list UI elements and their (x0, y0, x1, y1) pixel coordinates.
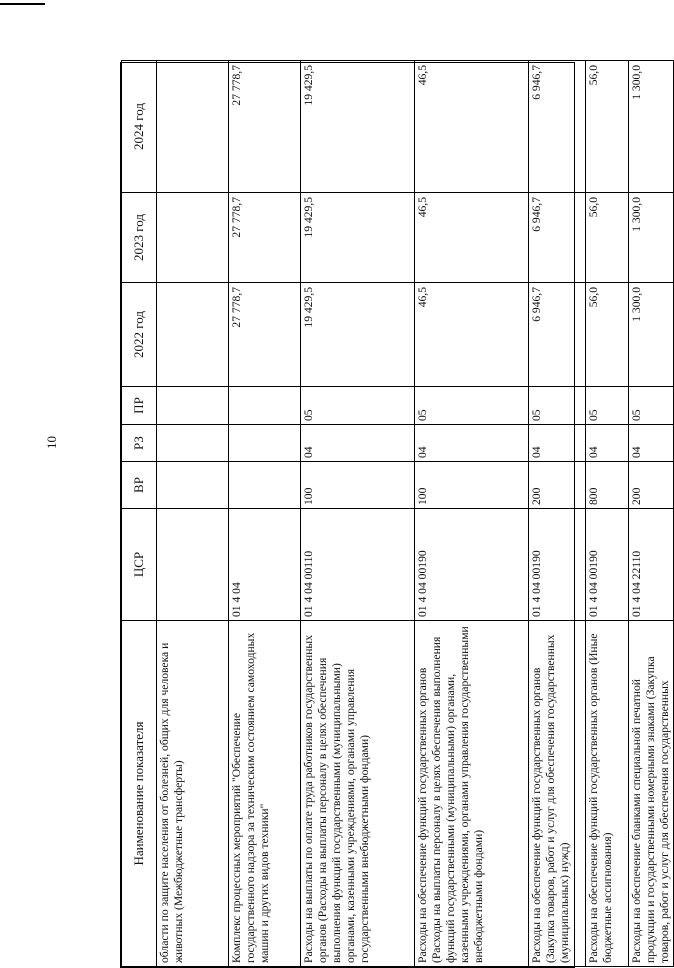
cell-2024: 1 300,0 (629, 61, 674, 193)
cell-rz: 04 (586, 425, 629, 462)
cell-name: Комплекс процессных мероприятий "Обеспечение государственного надзора за техническим состоянием самоходных машин и других видов техники" (229, 621, 301, 967)
cell-rz (157, 425, 229, 462)
page-number: 10 (44, 436, 59, 449)
cell-2024: 27 778,7 (229, 61, 301, 193)
cell-vr: 100 (301, 462, 415, 509)
cell-2022: 46,5 (415, 283, 529, 387)
header-pr: ПР (122, 387, 157, 425)
cell-2023: 19 429,5 (301, 193, 415, 283)
cell-csr: 01 4 04 00190 (415, 509, 529, 621)
cell-pr: 05 (301, 387, 415, 425)
cell-2023: 56,0 (586, 193, 629, 283)
cell-vr: 100 (415, 462, 529, 509)
cell-2023: 46,5 (415, 193, 529, 283)
header-2024: 2024 год (122, 61, 157, 193)
cell-2024: 19 429,5 (301, 61, 415, 193)
cell-2023: 1 300,0 (629, 193, 674, 283)
cell-rz (229, 425, 301, 462)
cell-pr: 05 (529, 387, 586, 425)
cell-pr: 05 (586, 387, 629, 425)
cell-vr: 200 (629, 462, 674, 509)
corner-line (0, 3, 45, 5)
header-vr: ВР (122, 462, 157, 509)
cell-rz: 04 (529, 425, 586, 462)
table-row (586, 61, 629, 967)
cell-name: Расходы на обеспечение функций государственных органов (Расходы на выплаты персоналу в целях обеспечения выполнения функций государственными (муниципальными) органами, казенными учреждениями, органами управления государственными внебюджетными фондами) (415, 621, 529, 967)
cell-2022: 1 300,0 (629, 283, 674, 387)
cell-name: Расходы на обеспечение функций государственных органов (Закупка товаров, работ и услуг для обеспечения государственных (муниципальных) нужд) (529, 621, 586, 967)
cell-2022: 19 429,5 (301, 283, 415, 387)
table-row (157, 61, 229, 967)
cell-2022: 6 946,7 (529, 283, 586, 387)
table-header-row (122, 61, 157, 967)
cell-2022: 27 778,7 (229, 283, 301, 387)
table-row (415, 61, 529, 967)
table-row (229, 61, 301, 967)
cell-name: области по защите населения от болезней, общих для человека и животных (Межбюджетные трансферты) (157, 621, 229, 967)
cell-csr: 01 4 04 22110 (629, 509, 674, 621)
cell-2023: 6 946,7 (529, 193, 586, 283)
cell-pr (229, 387, 301, 425)
header-name: Наименование показателя (122, 621, 157, 967)
cell-pr: 05 (629, 387, 674, 425)
cell-2023: 27 778,7 (229, 193, 301, 283)
table-row (529, 61, 586, 967)
cell-vr: 800 (586, 462, 629, 509)
table-row (301, 61, 415, 967)
cell-vr (157, 462, 229, 509)
cell-2024: 56,0 (586, 61, 629, 193)
budget-table (120, 62, 671, 968)
cell-vr (229, 462, 301, 509)
cell-rz: 04 (301, 425, 415, 462)
header-2023: 2023 год (122, 193, 157, 283)
cell-2024: 6 946,7 (529, 61, 586, 193)
header-2022: 2022 год (122, 283, 157, 387)
cell-2024 (157, 61, 229, 193)
cell-rz: 04 (629, 425, 674, 462)
cell-csr: 01 4 04 00110 (301, 509, 415, 621)
cell-csr: 01 4 04 (229, 509, 301, 621)
cell-name: Расходы на обеспечение функций государственных органов (Иные бюджетные ассигнования) (586, 621, 629, 967)
cell-name: Расходы на обеспечение бланками специальной печатной продукции и государственными номерными знаками (Закупка товаров, работ и услуг для обеспечения государственных (629, 621, 674, 967)
header-csr: ЦСР (122, 509, 157, 621)
cell-vr: 200 (529, 462, 586, 509)
cell-2022 (157, 283, 229, 387)
cell-csr (157, 509, 229, 621)
table-row (629, 61, 674, 967)
cell-name: Расходы на выплаты по оплате труда работников государственных органов (Расходы на выплаты персоналу в целях обеспечения выполнения функций государственными (муниципальными) органами, казенными учреждениями, органами управления государственными внебюджетными фондами) (301, 621, 415, 967)
cell-pr (157, 387, 229, 425)
cell-csr: 01 4 04 00190 (529, 509, 586, 621)
cell-2024: 46,5 (415, 61, 529, 193)
cell-pr: 05 (415, 387, 529, 425)
cell-rz: 04 (415, 425, 529, 462)
cell-2023 (157, 193, 229, 283)
header-rz: РЗ (122, 425, 157, 462)
cell-csr: 01 4 04 00190 (586, 509, 629, 621)
cell-2022: 56,0 (586, 283, 629, 387)
